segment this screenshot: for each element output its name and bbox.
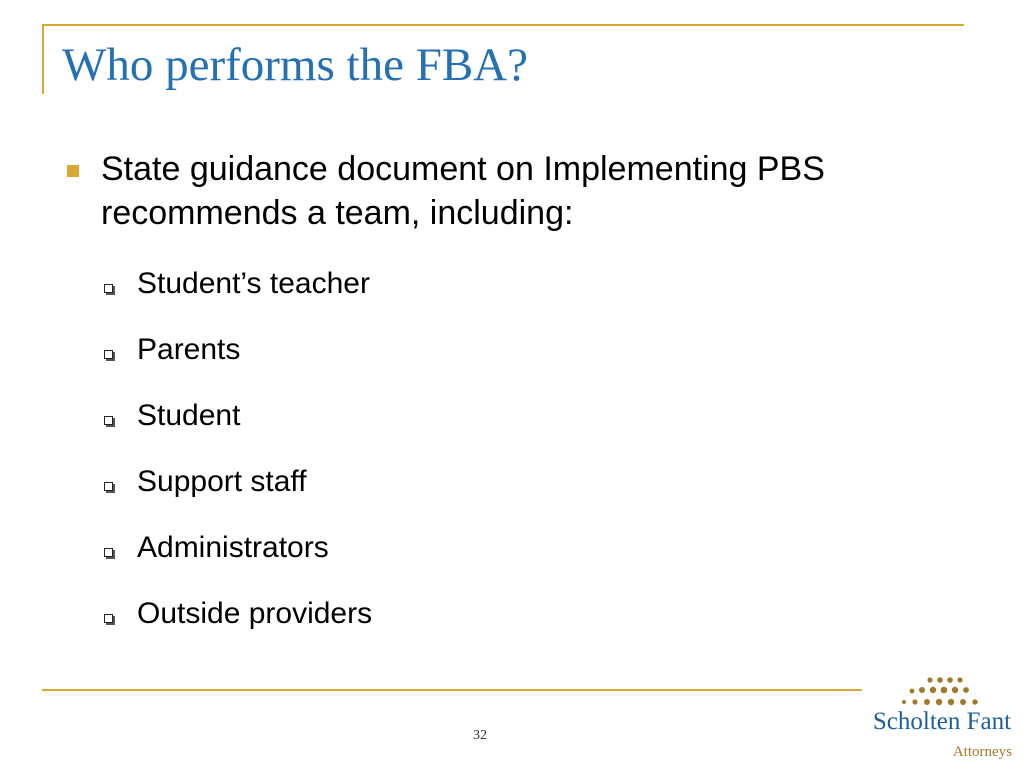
checkbox-bullet-icon: [104, 284, 113, 293]
slide-title: Who performs the FBA?: [62, 39, 528, 91]
square-bullet-icon: [67, 165, 79, 177]
main-bullet-text: State guidance document on Implementing PBS recommends a team, including:: [101, 150, 825, 232]
frame-left-rule: [42, 24, 44, 94]
list-item-text: Administrators: [137, 531, 329, 564]
footer-rule: [42, 689, 862, 691]
frame-top-rule: [42, 24, 964, 26]
logo-subtitle: Attorneys: [952, 744, 1012, 760]
checkbox-bullet-icon: [104, 548, 113, 557]
list-item-text: Parents: [137, 333, 241, 366]
checkbox-bullet-icon: [104, 482, 113, 491]
checkbox-bullet-icon: [104, 416, 113, 425]
company-logo: [862, 670, 1022, 768]
list-item-text: Outside providers: [137, 597, 373, 630]
list-item-text: Student: [137, 399, 241, 432]
page-number: 32: [473, 728, 487, 743]
list-item-text: Support staff: [137, 465, 307, 498]
checkbox-bullet-icon: [104, 614, 113, 623]
logo-name: Scholten Fant: [872, 708, 1012, 735]
dots-logo-icon: [900, 676, 984, 708]
checkbox-bullet-icon: [104, 350, 113, 359]
list-item-text: Student’s teacher: [137, 267, 370, 300]
